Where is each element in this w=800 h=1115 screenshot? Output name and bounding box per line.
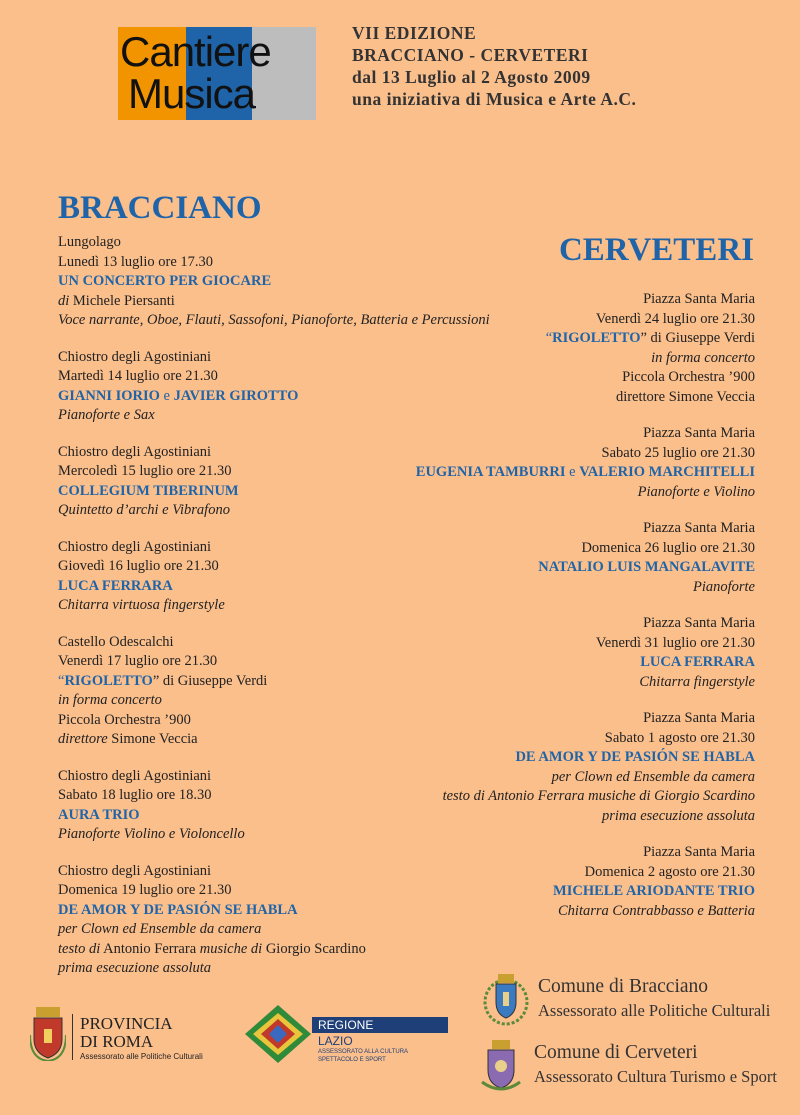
event-date: Sabato 1 agosto ore 21.30	[604, 729, 755, 746]
event-orchestra: Piccola Orchestra ’900	[58, 711, 191, 728]
provincia-roma-crest-icon	[30, 1005, 66, 1061]
cerveteri-event-1	[416, 290, 755, 407]
cerveteri-program	[416, 290, 755, 938]
event-title-part1: GIANNI IORIO	[58, 387, 160, 404]
testo-author: Antonio Ferrara	[103, 940, 197, 957]
event-place: Piazza Santa Maria	[643, 710, 755, 726]
event-title: UN CONCERTO PER GIOCARE	[58, 273, 272, 289]
event-form: in forma concerto	[58, 692, 162, 708]
event-description: Pianoforte e Violino	[637, 483, 755, 500]
event-date: Mercoledì 15 luglio ore 21.30	[58, 463, 232, 479]
event-title: COLLEGIUM TIBERINUM	[58, 482, 239, 499]
cerveteri-crest-icon	[478, 1038, 524, 1094]
places: BRACCIANO - CERVETERI	[352, 45, 589, 65]
cerveteri-title: CERVETERI	[558, 232, 754, 268]
bracciano-title: BRACCIANO	[58, 190, 262, 226]
event-title-part2: VALERIO MARCHITELLI	[579, 464, 755, 480]
cerveteri-event-4	[416, 614, 755, 692]
edition: VII EDIZIONE	[352, 23, 477, 43]
event-date: Domenica 26 luglio ore 21.30	[581, 539, 755, 556]
event-title: DE AMOR Y DE PASIÓN SE HABLA	[58, 901, 298, 918]
provincia-divider	[72, 1014, 73, 1060]
logo-text-line2: Musica	[128, 70, 256, 117]
event-place: Piazza Santa Maria	[643, 615, 755, 631]
event-orchestra: Piccola Orchestra ’900	[622, 369, 755, 385]
event-place: Chiostro degli Agostiniani	[58, 767, 212, 784]
event-place: Chiostro degli Agostiniani	[58, 862, 212, 879]
event-and: e	[569, 464, 576, 480]
event-title: LUCA FERRARA	[640, 654, 755, 670]
regione-lazio-emblem-icon	[243, 1003, 313, 1065]
event-date: Venerdì 31 luglio ore 21.30	[595, 634, 755, 651]
provincia-line2: DI ROMA	[80, 1032, 154, 1051]
event-by-prefix: di	[58, 292, 70, 309]
event-place: Piazza Santa Maria	[643, 291, 755, 307]
regione-line3: ASSESSORATO ALLA CULTURA	[318, 1049, 409, 1055]
event-premiere: prima esecuzione assoluta	[58, 960, 212, 976]
event-title-part2: JAVIER GIROTTO	[173, 387, 299, 404]
dates: dal 13 Luglio al 2 Agosto 2009	[352, 67, 591, 87]
event-place: Chiostro degli Agostiniani	[58, 538, 212, 555]
event-description: Pianoforte e Sax	[58, 407, 155, 423]
event-title: LUCA FERRARA	[58, 577, 173, 594]
event-description: Chitarra virtuosa fingerstyle	[58, 597, 225, 613]
event-title: AURA TRIO	[58, 806, 140, 823]
provincia-line3: Assessorato alle Politiche Culturali	[80, 1052, 203, 1061]
event-date: Lunedì 13 luglio ore 17.30	[58, 253, 214, 270]
event-composer: ” di Giuseppe Verdi	[152, 672, 268, 689]
event-place: Chiostro degli Agostiniani	[58, 348, 212, 365]
event-description: Chitarra Contrabbasso e Batteria	[558, 902, 755, 919]
event-place: Castello Odescalchi	[58, 633, 174, 650]
quote-open: “	[58, 672, 65, 689]
musiche-prefix: musiche di	[199, 940, 263, 957]
comune-bracciano-name: Comune di Bracciano	[538, 976, 709, 997]
event-title: NATALIO LUIS MANGALAVITE	[538, 559, 755, 575]
event-date: Venerdì 17 luglio ore 21.30	[58, 653, 218, 669]
event-form: in forma concerto	[651, 349, 755, 366]
initiative: una iniziativa di Musica e Arte A.C.	[352, 89, 637, 109]
regione-line4: SPETTACOLO E SPORT	[318, 1057, 386, 1063]
cerveteri-event-5	[416, 709, 755, 826]
event-description: Voce narrante, Oboe, Flauti, Sassofoni, Pianoforte, Batteria e Percussioni	[58, 312, 490, 328]
quote-open: “	[545, 330, 553, 346]
event-director: direttore Simone Veccia	[615, 388, 755, 405]
comune-cerveteri-dept: Assessorato Cultura Turismo e Sport	[534, 1067, 777, 1086]
comune-cerveteri-name: Comune di Cerveteri	[534, 1042, 698, 1063]
event-description: Chitarra fingerstyle	[639, 673, 755, 690]
comune-bracciano	[538, 975, 770, 1023]
event-description: per Clown ed Ensemble da camera	[551, 768, 755, 785]
event-date: Giovedì 16 luglio ore 21.30	[58, 558, 219, 574]
event-place: Piazza Santa Maria	[643, 425, 755, 441]
event-date: Domenica 2 agosto ore 21.30	[584, 863, 755, 880]
cantiere-musica-logo	[118, 27, 316, 120]
event-title: RIGOLETTO	[64, 672, 153, 689]
event-place: Piazza Santa Maria	[643, 844, 755, 860]
event-date: Martedì 14 luglio ore 21.30	[58, 368, 218, 384]
event-title: MICHELE ARIODANTE TRIO	[553, 883, 755, 899]
event-place: Lungolago	[58, 234, 121, 250]
event-description: per Clown ed Ensemble da camera	[58, 921, 262, 937]
regione-line1: REGIONE	[318, 1018, 374, 1032]
event-composer: ” di Giuseppe Verdi	[640, 330, 755, 346]
event-place: Chiostro degli Agostiniani	[58, 443, 212, 460]
event-director-prefix: direttore	[58, 731, 108, 747]
regione-dept	[318, 1048, 408, 1064]
musiche-author: Giorgio Scardino	[265, 940, 366, 957]
event-author: Michele Piersanti	[72, 292, 175, 309]
comune-cerveteri	[534, 1041, 777, 1089]
testo-prefix: testo di	[58, 940, 101, 957]
logo-text-line1: Cantiere	[120, 28, 271, 75]
event-and: e	[163, 387, 170, 404]
event-credits: testo di Antonio Ferrara musiche di Giorgio Scardino	[442, 788, 755, 804]
event-date: Sabato 18 luglio ore 18.30	[58, 787, 212, 803]
comune-bracciano-dept: Assessorato alle Politiche Culturali	[538, 1001, 771, 1020]
event-premiere: prima esecuzione assoluta	[601, 807, 755, 824]
event-date: Venerdì 24 luglio ore 21.30	[595, 310, 755, 327]
event-description: Pianoforte Violino e Violoncello	[58, 826, 245, 842]
event-date: Sabato 25 luglio ore 21.30	[601, 444, 755, 461]
regione-line2: LAZIO	[318, 1034, 353, 1048]
cerveteri-event-3	[416, 519, 755, 597]
festival-header	[352, 22, 636, 110]
cerveteri-event-6	[416, 843, 755, 921]
event-title-part1: EUGENIA TAMBURRI	[415, 464, 566, 480]
event-date: Domenica 19 luglio ore 21.30	[58, 882, 232, 898]
provincia-line1: PROVINCIA	[80, 1014, 173, 1033]
cerveteri-event-2	[416, 424, 755, 502]
event-place: Piazza Santa Maria	[643, 520, 755, 536]
event-title: RIGOLETTO	[552, 330, 641, 346]
event-title: DE AMOR Y DE PASIÓN SE HABLA	[515, 749, 755, 765]
event-director: Simone Veccia	[111, 731, 198, 747]
event-description: Pianoforte	[692, 578, 755, 595]
bracciano-crest-icon	[483, 970, 529, 1028]
provincia-roma	[80, 1015, 203, 1062]
event-description: Quintetto d’archi e Vibrafono	[58, 502, 230, 518]
